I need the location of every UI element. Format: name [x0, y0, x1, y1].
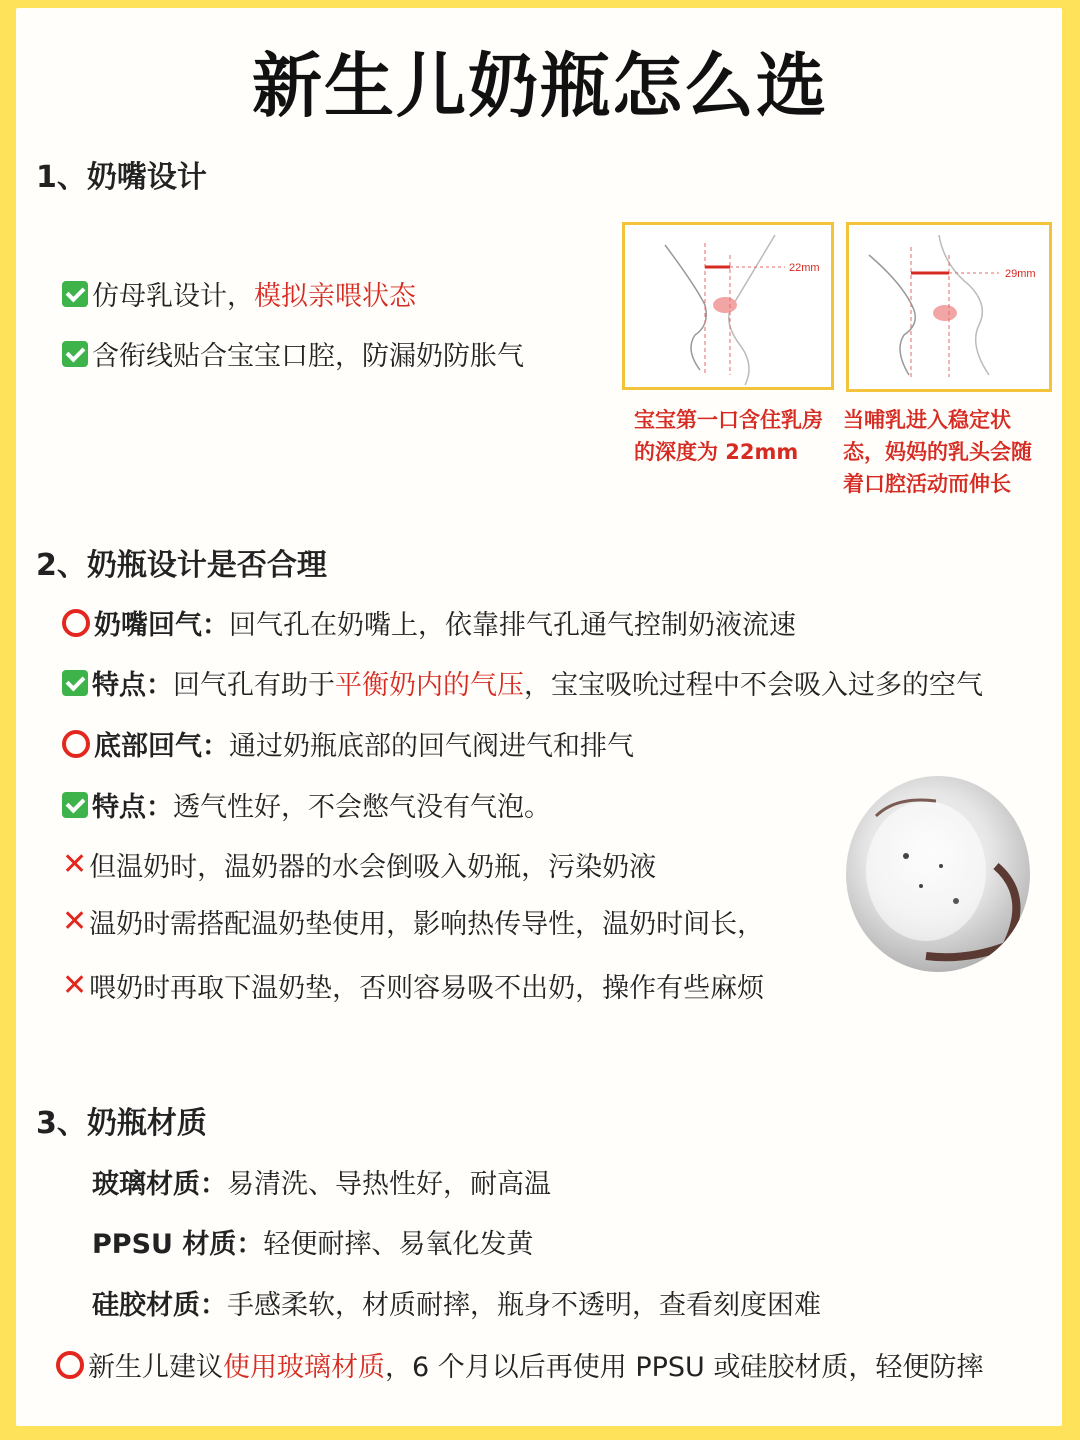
content-card [16, 8, 1062, 1426]
section2-heading: 2、奶瓶设计是否合理 [36, 548, 327, 583]
svg-text:29mm: 29mm [1005, 268, 1036, 280]
circle-icon [62, 609, 90, 637]
material-silicone: 硅胶材质： 手感柔软，材质耐摔，瓶身不透明，查看刻度困难 [92, 1290, 821, 1321]
section2-item-3: 底部回气： 通过奶瓶底部的回气阀进气和排气 [62, 724, 634, 763]
check-icon [62, 341, 88, 367]
check-icon [62, 670, 88, 696]
check-icon [62, 792, 88, 818]
section2-item-4: 特点： 透气性好，不会憋气没有气泡。 [62, 785, 551, 824]
material-ppsu: PPSU 材质： 轻便耐摔、易氧化发黄 [92, 1229, 534, 1260]
cross-icon: ✕ [62, 846, 88, 882]
section2-item-5: ✕ 但温奶时，温奶器的水会倒吸入奶瓶，污染奶液 [62, 846, 657, 883]
section2-item-7: ✕ 喂奶时再取下温奶垫，否则容易吸不出奶，操作有些麻烦 [62, 967, 765, 1004]
circle-icon [56, 1351, 84, 1379]
check-icon [62, 281, 88, 307]
diagram-caption-2: 当哺乳进入稳定状 态，妈妈的乳头会随 着口腔活动而伸长 [843, 408, 1032, 496]
section1-heading: 1、奶嘴设计 [36, 160, 207, 195]
section1-item-2: 含衔线贴合宝宝口腔，防漏奶防胀气 [62, 334, 524, 373]
page-title: 新生儿奶瓶怎么选 [252, 45, 828, 127]
latch-diagram-22mm [622, 222, 834, 390]
newborn-advice: 新生儿建议 使用玻璃材质 ，6 个月以后再使用 PPSU 或硅胶材质，轻便防摔 [56, 1345, 983, 1384]
section2-item-2: 特点： 回气孔有助于 平衡奶内的气压 ，宝宝吸吮过程中不会吸入过多的空气 [62, 663, 983, 702]
circle-icon [62, 730, 90, 758]
section2-item-6: ✕ 温奶时需搭配温奶垫使用，影响热传导性，温奶时间长， [62, 903, 765, 940]
cross-icon: ✕ [62, 903, 88, 939]
section2-item-1: 奶嘴回气： 回气孔在奶嘴上，依靠排气孔通气控制奶液流速 [62, 603, 796, 642]
diagram-caption-1: 宝宝第一口含住乳房 的深度为 22mm [634, 408, 823, 464]
section1-item-1: 仿母乳设计， 模拟亲喂状态 [62, 274, 416, 313]
breastfeeding-illustration [849, 225, 1049, 389]
material-glass: 玻璃材质： 易清洗、导热性好，耐高温 [92, 1169, 551, 1200]
svg-text:22mm: 22mm [789, 262, 820, 274]
section3-heading: 3、奶瓶材质 [36, 1106, 207, 1141]
cross-icon: ✕ [62, 967, 88, 1003]
latch-diagram-29mm [846, 222, 1052, 392]
bottle-bottom-photo [846, 776, 1030, 972]
breastfeeding-illustration [625, 225, 831, 387]
